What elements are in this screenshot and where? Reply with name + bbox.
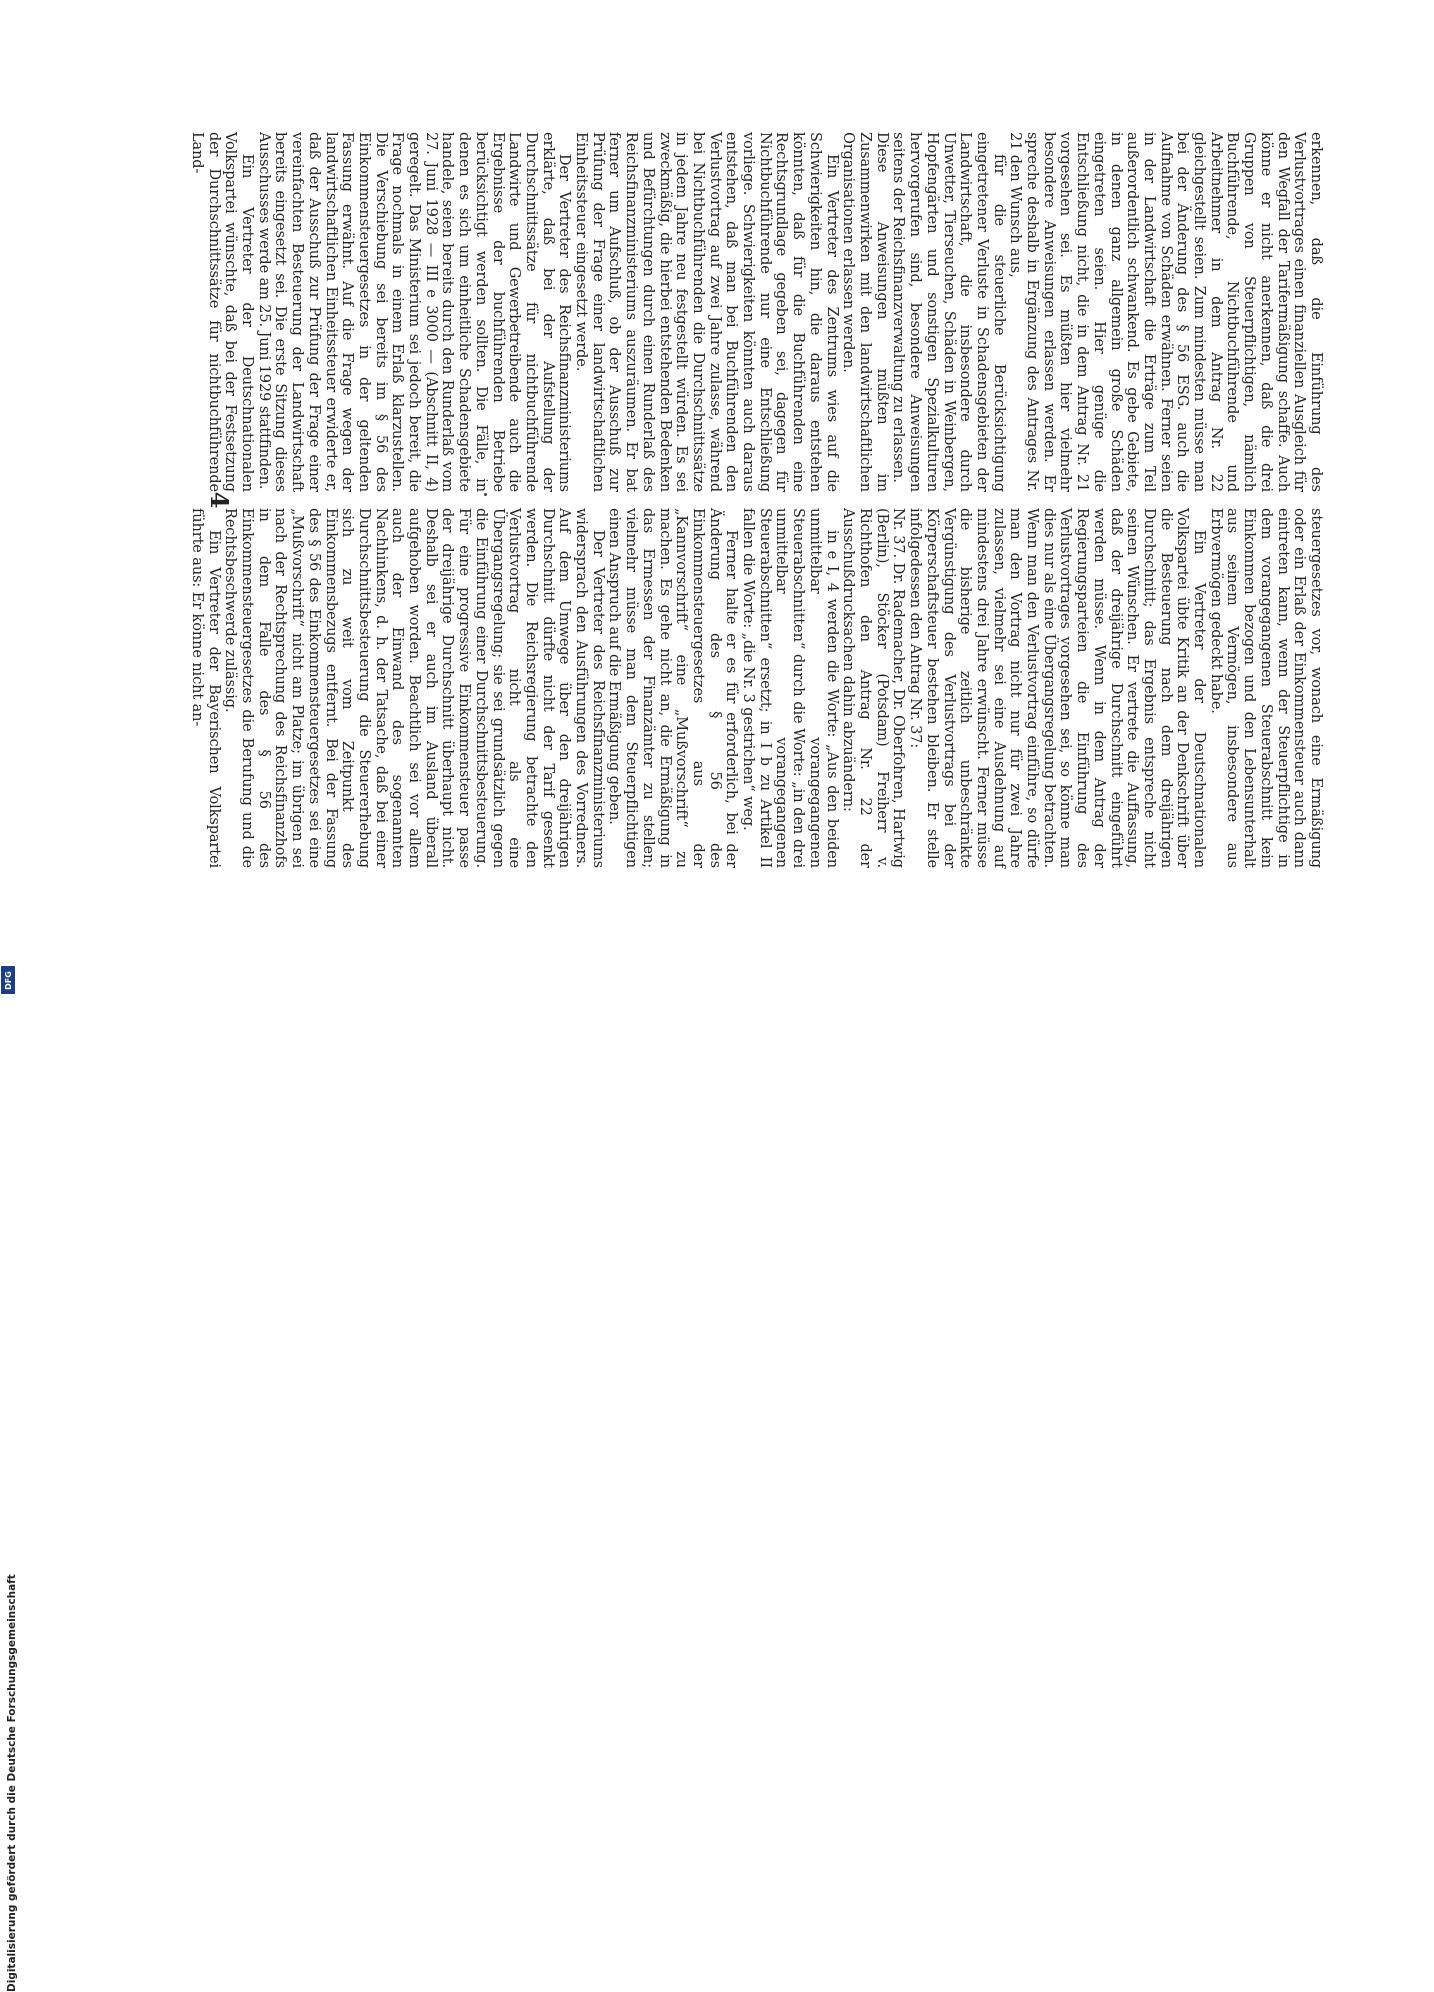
paragraph: Der Vertreter des Reichsfinanzministeriums widersprach den Ausführungen des Vorredners. Auf dem Umwege über den dreijährigen Durchschnitt dürfte nicht der Tarif gesenkt werden. Die Reichsregierung betrachte den Verlustvortrag nicht als eine Übergangsregelung; sie sei grundsätzlich gegen die Einführung einer Durchschnittsbesteuerung. Für eine progressive Einkommensteuer passe der dreijährige Durchschnitt überhaupt nicht. Deshalb sei er auch im Ausland überall aufgehoben worden. Beachtlich sei vor allem auch der Einwand des sogenannten Nachhinkens, d. h. der Tatsache, daß bei einer Durchschnittsbesteuerung die Steuererhebung sich zu weit vom Zeitpunkt des Einkommensbezugs entfernt. Bei der Fassung des § 56 des Einkommensteuergesetzes sei eine „Mußvorschrift“ nicht am Platze; im übrigen sei nach der Rechtsprechung des Reichsfinanzhofs in dem Falle des § 56 des Einkommensteuergesetzes die Berufung und die Rechtsbeschwerde zulässig. (222, 508, 606, 868)
logo-text: DFG (3, 970, 13, 990)
paragraph: Der Vertreter des Reichsfinanzministeriums erklärte, daß bei der Aufstellung der Durchschnittssätze für nichtbuchführende Landwirte und Gewerbetreibende auch die Ergebnisse der buchführenden Betriebe berücksichtigt werden sollten. Die Fälle, in denen es sich um einheitliche Schadensgebiete handele, seien bereits durch den Runderlaß vom 27. Juni 1928 — III e 3000 — (Abschnitt II, 4) geregelt. Das Ministerium sei jedoch bereit, die Frage nochmals in einem Erlaß klarzustellen. Die Verschiebung sei bereits im § 56 des Einkommensteuergesetzes in der geltenden Fassung erwähnt. Auf die Frage wegen der landwirtschaftlichen Einheitssteuer erwiderte er, daß der Ausschuß zur Prüfung der Frage einer vereinfachten Besteuerung der Landwirtschaft bereits eingesetzt sei. Die erste Sitzung dieses Ausschusses werde am 25. Juni 1929 stattfinden. (255, 132, 573, 492)
text-column-1 (119, 508, 1324, 868)
paragraph: Ein Vertreter der Deutschnationalen Volkspartei wünschte, daß bei der Festsetzung der Durchschnittssätze für nichtbuchführende Land- (188, 132, 255, 492)
paragraph: Diese Anweisungen müßten im Zusammenwirken mit den landwirtschaftlichen Organisationen erlassen werden. (840, 132, 890, 492)
page-number: 4 (205, 491, 234, 509)
motion-text: in e I, 4 werden die Worte: „Aus den beiden unmittelbar vorangegangenen Steuerabschnitten“ durch die Worte: „in den drei unmittelbar vorangegangenen Steuerabschnitten“ ersetzt; in I b zu Artikel II fallen die Worte: „die Nr. 3 gestrichen“ weg. (740, 508, 840, 868)
center-mark (484, 493, 487, 496)
paragraph: Ein Vertreter des Zentrums wies auf die Schwierigkeiten hin, die daraus entstehen könnten, daß für die Buchführenden eine Rechtsgrundlage gegeben sei, dagegen für Nichtbuchführende nur eine Entschließung vorliege. Schwierigkeiten könnten auch daraus entstehen, daß man bei Buchführenden den Verlustvortrag auf zwei Jahre zulasse, während bei Nichtbuchführenden die Durchschnittssätze in jedem Jahre neu festgestellt würden. Es sei zweckmäßig, die hierbei entstehenden Bedenken und Befürchtungen durch einen Runderlaß des Reichsfinanzministeriums auszuräumen. Er bat ferner um Aufschluß, ob der Ausschuß zur Prüfung der Frage einer landwirtschaftlichen Einheitssteuer eingesetzt werde. (573, 132, 840, 492)
paragraph: Ein Vertreter der Deutschnationalen Volkspartei übte Kritik an der Denkschrift über die Besteuerung nach dem dreijährigen Durchschnitt; das Ergebnis entspreche nicht seinen Wünschen. Er vertrete die Auffassung, daß der dreijährige Durchschnitt eingeführt werden müsse. Wenn in dem Antrag der Regierungsparteien die Einführung des Verlustvortrages vorgesehen sei, so könne man dies nur als eine Übergangsregelung betrachten. Wenn man den Verlustvortrag einführe, so dürfe man den Vortrag nicht nur für zwei Jahre zulassen, vielmehr sei eine Ausdehnung auf mindestens drei Jahre erwünscht. Ferner müsse die bisherige zeitlich unbeschränkte Vergünstigung des Verlustvortrags bei der Körperschaftsteuer bestehen bleiben. Er stelle infolgedessen den Antrag Nr. 37: (907, 508, 1208, 868)
digitization-note: Digitalisierung gefördert durch die Deutsche Forschungsgemeinschaft (6, 1574, 18, 1992)
paragraph: Ferner halte er es für erforderlich, bei der Änderung des § 56 des Einkommensteuergesetzes aus der „Kannvorschrift“ eine „Mußvorschrift“ zu machen. Es gehe nicht an, die Ermäßigung in das Ermessen der Finanzämter zu stellen; vielmehr müsse man dem Steuerpflichtigen einen Anspruch auf die Ermäßigung geben. (606, 508, 740, 868)
dfg-logo (1, 966, 15, 994)
paragraph: Ein Vertreter der Bayerischen Volkspartei führte aus: Er könne nicht an- (188, 508, 222, 868)
text-column-2 (119, 132, 1324, 492)
motion-heading: Nr. 37. Dr. Rademacher, Dr. Oberfohren, Hartwig (Berlin), Stöcker (Potsdam) Freiherr v. Richthofen den Antrag Nr. 22 der Ausschußdrucksachen dahin abzuändern: (840, 508, 907, 868)
paragraph: erkennen, daß die Einführung des Verlustvortrages einen finanziellen Ausgleich für den Wegfall der Tarifermäßigung schaffe. Auch könne er nicht anerkennen, daß die drei Gruppen von Steuerpflichtigen, nämlich Buchführende, Nichtbuchführende und Arbeitnehmer in dem Antrag Nr. 22 gleichgestellt seien. Zum mindesten müsse man bei der Änderung des § 56 ESG. auch die Aufnahme von Schäden erwähnen. Ferner seien in der Landwirtschaft die Erträge zum Teil außerordentlich schwankend. Es gebe Gebiete, in denen ganz allgemein große Schäden eingetreten seien. Hier genüge die Entschließung nicht, die in dem Antrag Nr. 21 vorgesehen sei. Es müßten hier vielmehr besondere Anweisungen erlassen werden. Er spreche deshalb in Ergänzung des Antrages Nr. 21 den Wunsch aus, (1007, 132, 1324, 492)
paragraph: steuergesetzes vor, wonach eine Ermäßigung oder ein Erlaß der Einkommensteuer auch dann eintreten kann, wenn der Steuerpflichtige in dem vorangegangenen Steuerabschnitt kein Einkommen bezogen und den Lebensunterhalt aus seinem Vermögen, insbesondere aus Erbvermögen gedeckt habe. (1207, 508, 1324, 868)
request-text: für die steuerliche Berücksichtigung eingetretener Verluste in Schadensgebieten der Landwirtschaft, die insbesondere durch Unwetter, Tierseuchen, Schäden in Weinbergen, Hopfengärten und sonstigen Spezialkulturen hervorgerufen sind, besondere Anweisungen seitens der Reichsfinanzverwaltung zu erlassen. (890, 132, 1007, 492)
